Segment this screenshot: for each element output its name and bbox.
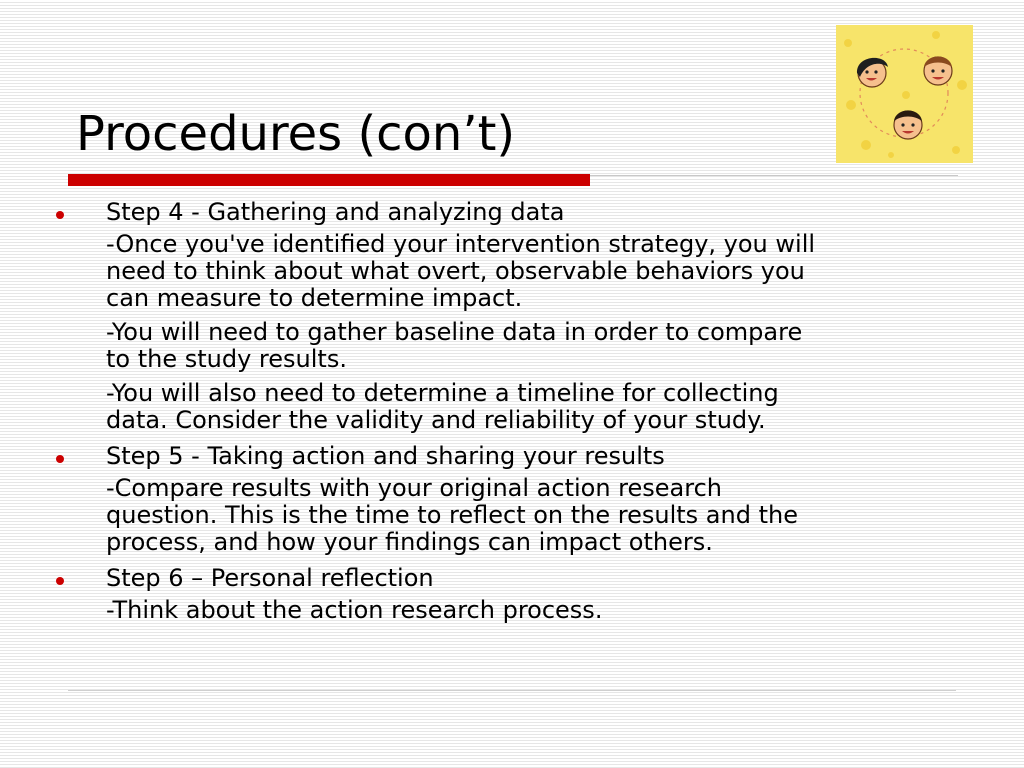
step-detail (106, 319, 956, 380)
step-item (56, 563, 956, 631)
step-detail (106, 475, 956, 563)
step-title: Step 6 – Personal reflection (106, 564, 434, 592)
footer-divider (68, 690, 956, 691)
bullet-icon (56, 211, 64, 219)
step-detail-line: need to think about what overt, observable behaviors you (106, 257, 805, 285)
title-accent-bar (68, 174, 590, 186)
step-detail-line: -Once you've identified your intervention strategy, you will (106, 230, 816, 258)
step-detail-line: -Think about the action research process. (106, 596, 603, 624)
step-detail-line: -You will need to gather baseline data in order to compare (106, 318, 803, 346)
step-detail-line: can measure to determine impact. (106, 284, 523, 312)
children-faces-illustration (836, 25, 973, 163)
step-detail-line: question. This is the time to reflect on the results and the (106, 501, 798, 529)
procedure-steps-list (56, 197, 956, 631)
step-item (56, 441, 956, 563)
step-detail-line: to the study results. (106, 345, 347, 373)
step-title: Step 5 - Taking action and sharing your results (106, 442, 665, 470)
step-item (56, 197, 956, 441)
step-detail (106, 231, 956, 319)
step-title: Step 4 - Gathering and analyzing data (106, 198, 565, 226)
step-detail-line: -Compare results with your original action research (106, 474, 722, 502)
step-detail-line: -You will also need to determine a timeline for collecting (106, 379, 779, 407)
bullet-icon (56, 577, 64, 585)
face-child-icon (894, 111, 922, 140)
bullet-icon (56, 455, 64, 463)
face-boy-icon (924, 57, 952, 86)
slide-title: Procedures (con’t) (76, 106, 516, 162)
step-detail-line: process, and how your findings can impact others. (106, 528, 713, 556)
step-detail (106, 597, 956, 631)
step-detail (106, 380, 956, 441)
step-detail-line: data. Consider the validity and reliability of your study. (106, 406, 766, 434)
